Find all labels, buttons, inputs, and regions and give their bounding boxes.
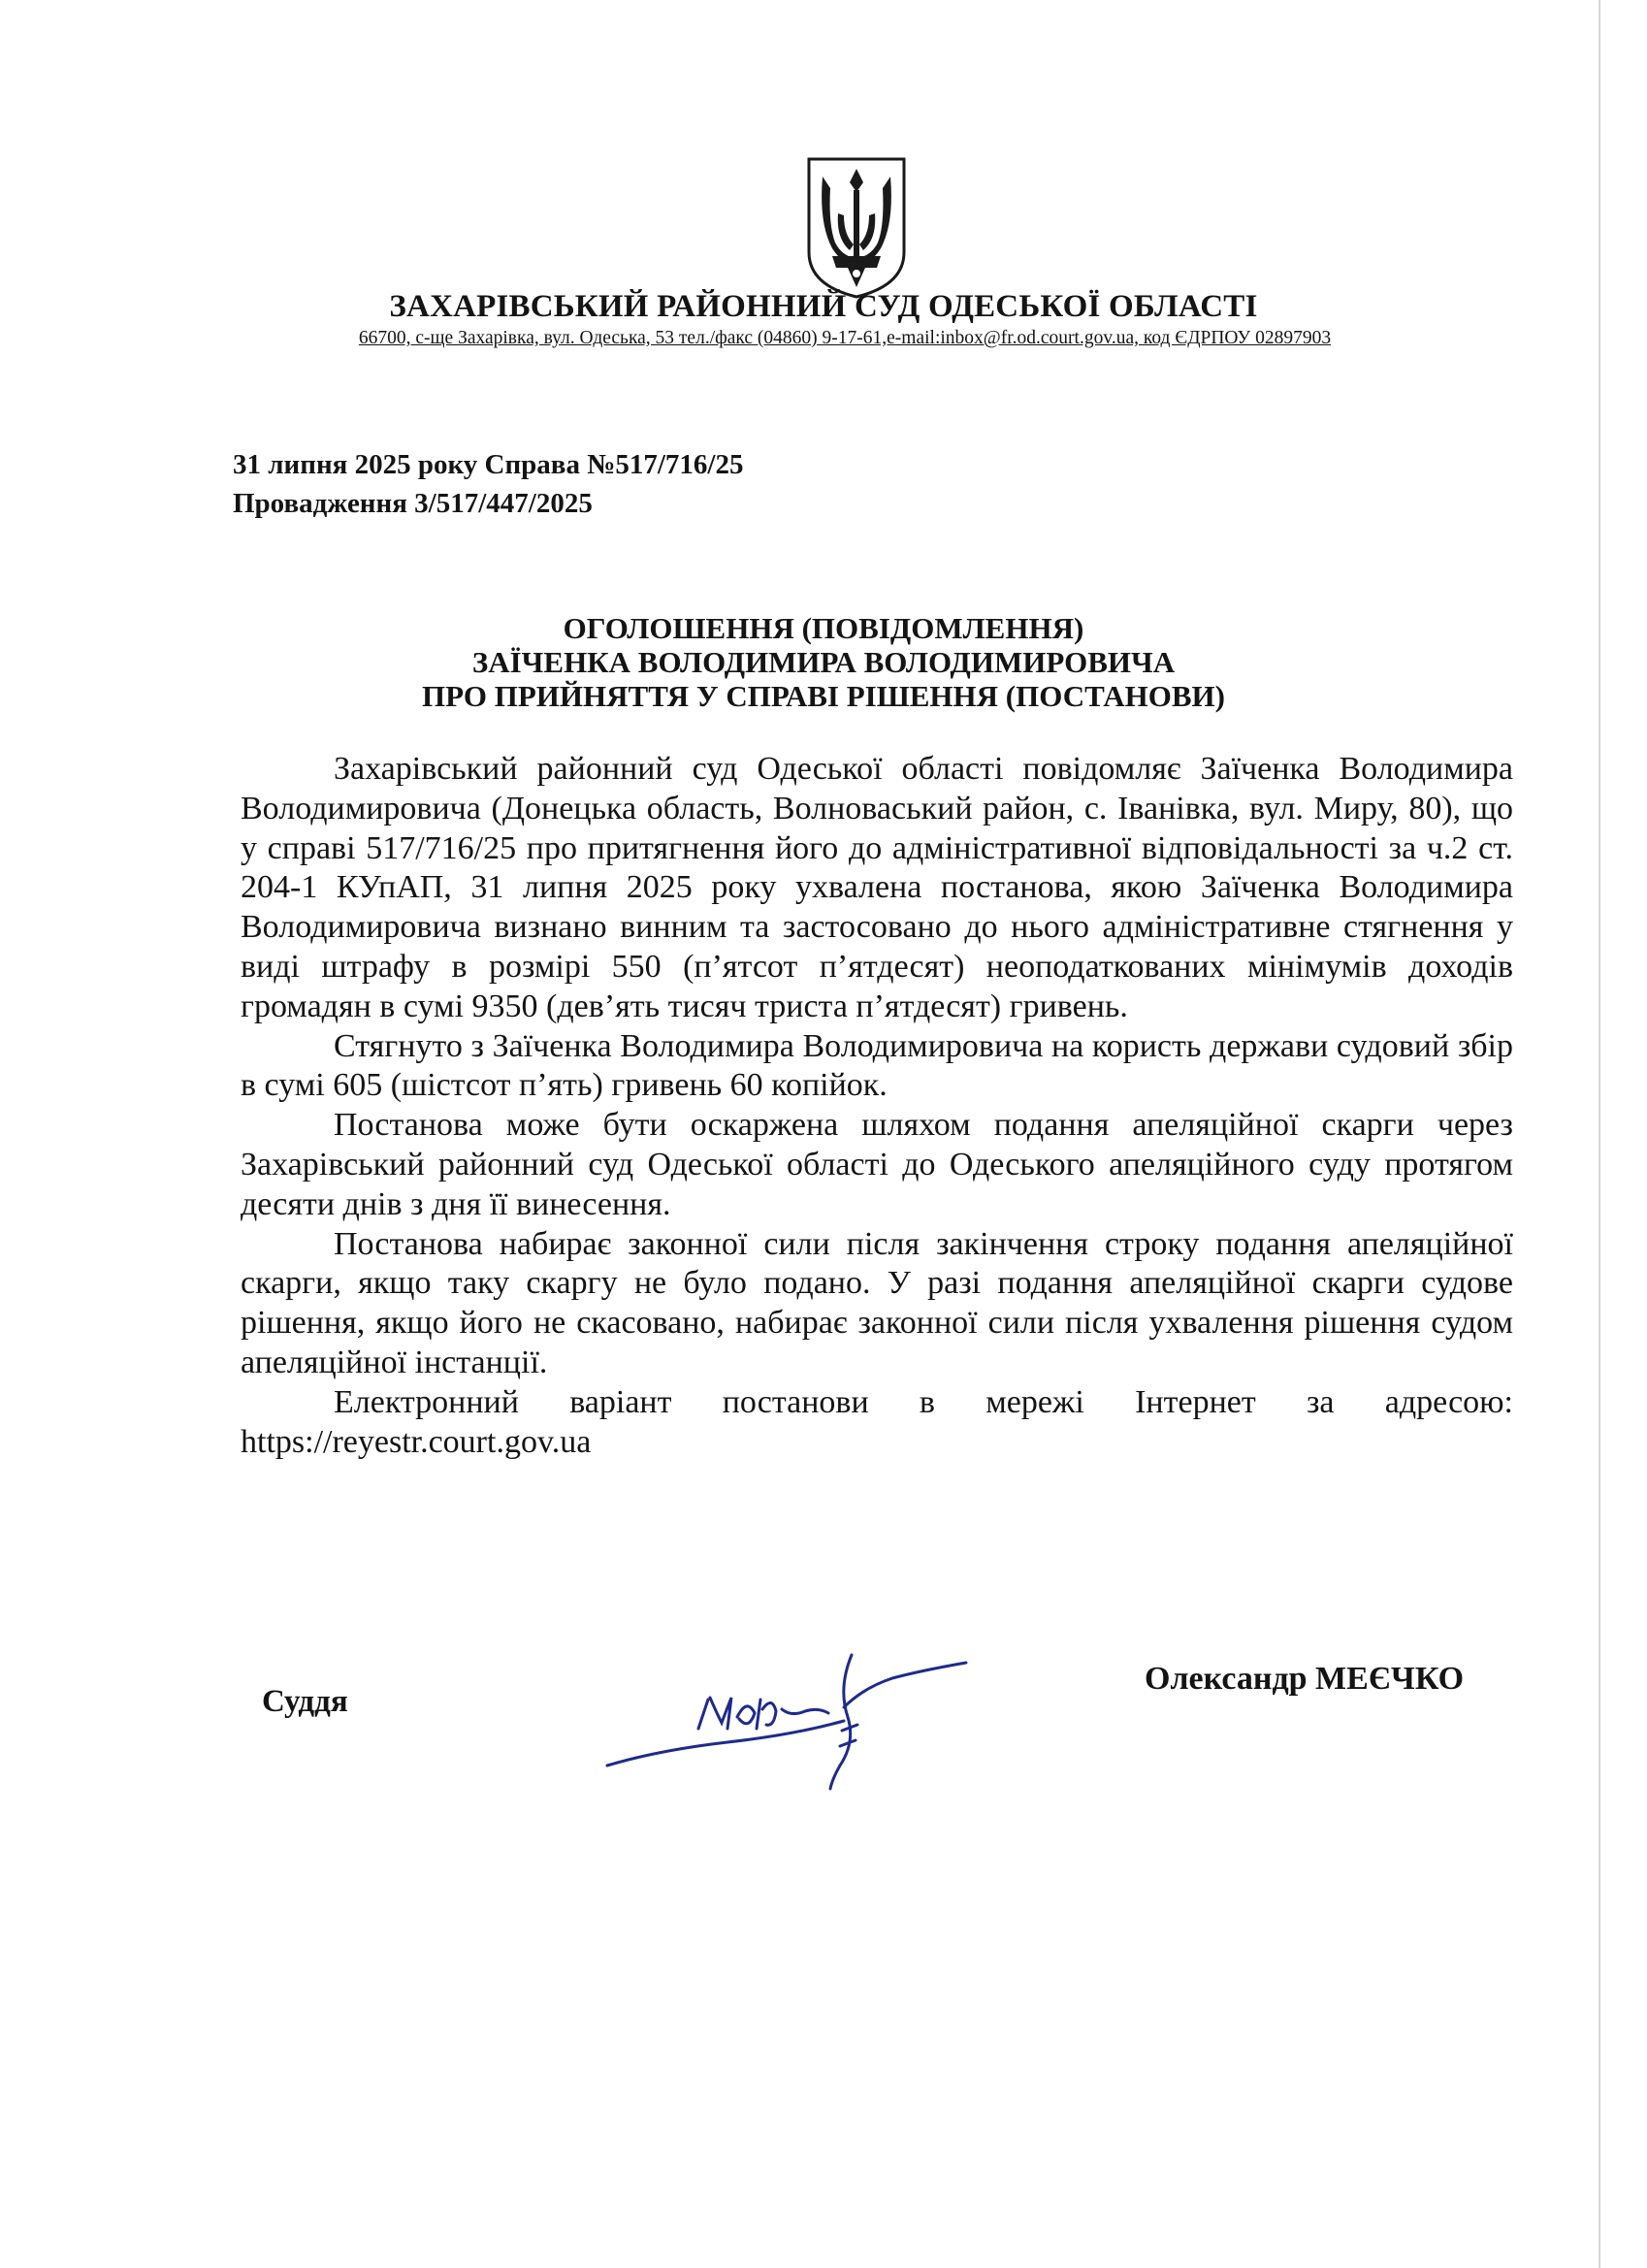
court-address: 66700, с-ще Захарівка, вул. Одеська, 53 тел./факс (04860) 9-17-61,e-mail:inbox@fr.od.court.gov.ua, код ЄДРПОУ 02897903 — [358, 328, 1332, 348]
proceeding-number-line: Провадження 3/517/447/2025 — [233, 488, 593, 519]
body-paragraph-4: Постанова набирає законної сили після закінчення строку подання апеляційної скарги, якщо таку скаргу не було подано. У разі подання апеляційної скарги судове рішення, якщо його не скасовано, набирає законної сили після ухвалення рішення судом апеляційної інстанції. — [241, 1225, 1513, 1380]
page-edge — [1599, 0, 1600, 2268]
judge-label: Суддя — [262, 1684, 348, 1719]
notice-body — [241, 750, 1513, 1462]
judge-name: Олександр МЕЄЧКО — [1145, 1661, 1465, 1697]
signature-icon — [601, 1649, 970, 1795]
notice-title-line-1: ОГОЛОШЕННЯ (ПОВІДОМЛЕННЯ) — [563, 611, 1084, 645]
notice-title-line-3: ПРО ПРИЙНЯТТЯ У СПРАВІ РІШЕННЯ (ПОСТАНОВИ) — [422, 679, 1225, 713]
coat-of-arms-icon — [803, 155, 910, 301]
body-paragraph-2: Стягнуто з Заїченка Володимира Володимировича на користь держави судовий збір в сумі 605 (шістсот п’ять) гривень 60 копійок. — [241, 1027, 1513, 1104]
court-name: ЗАХАРІВСЬКИЙ РАЙОННИЙ СУД ОДЕСЬКОЇ ОБЛАСТІ — [389, 289, 1258, 324]
body-paragraph-3: Постанова може бути оскаржена шляхом подання апеляційної скарги через Захарівський районний суд Одеської області до Одеського апеляційного суду протягом десяти днів з дня її винесення. — [241, 1107, 1513, 1222]
body-paragraph-1: Захарівський районний суд Одеської області повідомляє Заїченка Володимира Володимировича (Донецька область, Волноваський район, с. Іванівка, вул. Миру, 80), що у справі 517/716/25 про притягнення його до адміністративної відповідальності за ч.2 ст. 204-1 КУпАП, 31 липня 2025 року ухвалена постанова, якою Заїченка Володимира Володимировича визнано винним та застосовано до нього адміністративне стягнення у виді штрафу в розмірі 550 (п’ятсот п’ятдесят) неоподаткованих мінімумів доходів громадян в сумі 9350 (дев’ять тисяч триста п’ятдесят) гривень. — [241, 751, 1513, 1024]
signature-block — [0, 1649, 1647, 1804]
body-paragraph-5: Електронний варіант постанови в мережі Інтернет за адресою: https://reyestr.court.gov.ua — [241, 1383, 1513, 1460]
notice-title-line-2: ЗАЇЧЕНКА ВОЛОДИМИРА ВОЛОДИМИРОВИЧА — [471, 645, 1176, 679]
case-number-line: 31 липня 2025 року Справа №517/716/25 — [233, 449, 744, 480]
